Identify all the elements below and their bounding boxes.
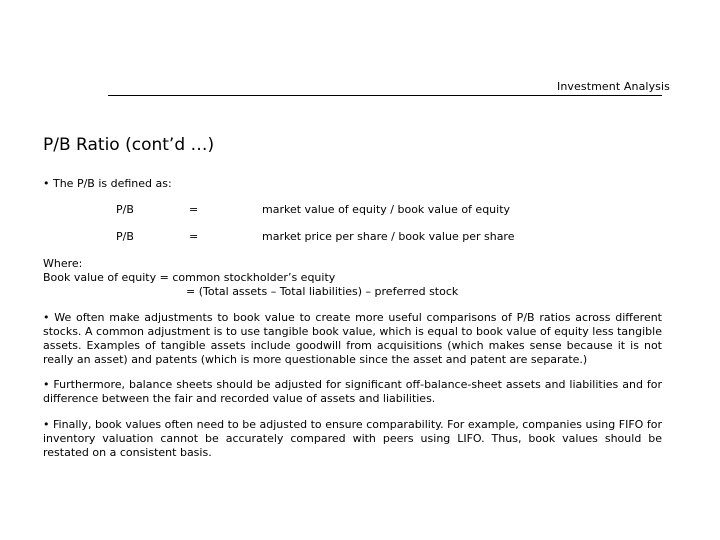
formula-equals: = bbox=[189, 203, 199, 216]
bullet-paragraph-adjustments: • We often make adjustments to book value to create more useful comparisons of P/B ratios across different stocks. A common adjustment is to use tangible book value, which is equal to book value of equity less tangible assets. Examples of tangible assets include goodwill from acquisitions (which makes sense because it is not really an asset) and patents (which is more questionable since the asset and patent are separate.) bbox=[43, 311, 662, 366]
formula-lhs: P/B bbox=[116, 230, 134, 243]
intro-bullet: • The P/B is defined as: bbox=[43, 177, 172, 190]
where-definition bbox=[43, 257, 683, 299]
slide-title: P/B Ratio (cont’d …) bbox=[43, 135, 215, 155]
where-line-2: = (Total assets – Total liabilities) – preferred stock bbox=[186, 285, 459, 298]
formula-row bbox=[0, 230, 720, 246]
formula-lhs: P/B bbox=[116, 203, 134, 216]
formula-rhs: market price per share / book value per share bbox=[262, 230, 515, 243]
bullet-paragraph-comparability: • Finally, book values often need to be adjusted to ensure comparability. For example, companies using FIFO for inventory valuation cannot be accurately compared with peers using LIFO. Thus, book values should be restated on a consistent basis. bbox=[43, 418, 662, 459]
where-heading: Where: bbox=[43, 257, 83, 270]
bullet-paragraph-balance-sheets: • Furthermore, balance sheets should be adjusted for significant off-balance-sheet assets and liabilities and for difference between the fair and recorded value of assets and liabilities. bbox=[43, 378, 662, 405]
formula-equals: = bbox=[189, 230, 199, 243]
formula-rhs: market value of equity / book value of equity bbox=[262, 203, 511, 216]
header-label: Investment Analysis bbox=[556, 80, 670, 93]
where-line-1: Book value of equity = common stockholder’s equity bbox=[43, 271, 336, 284]
formula-row bbox=[0, 203, 720, 219]
header-divider bbox=[108, 95, 662, 96]
